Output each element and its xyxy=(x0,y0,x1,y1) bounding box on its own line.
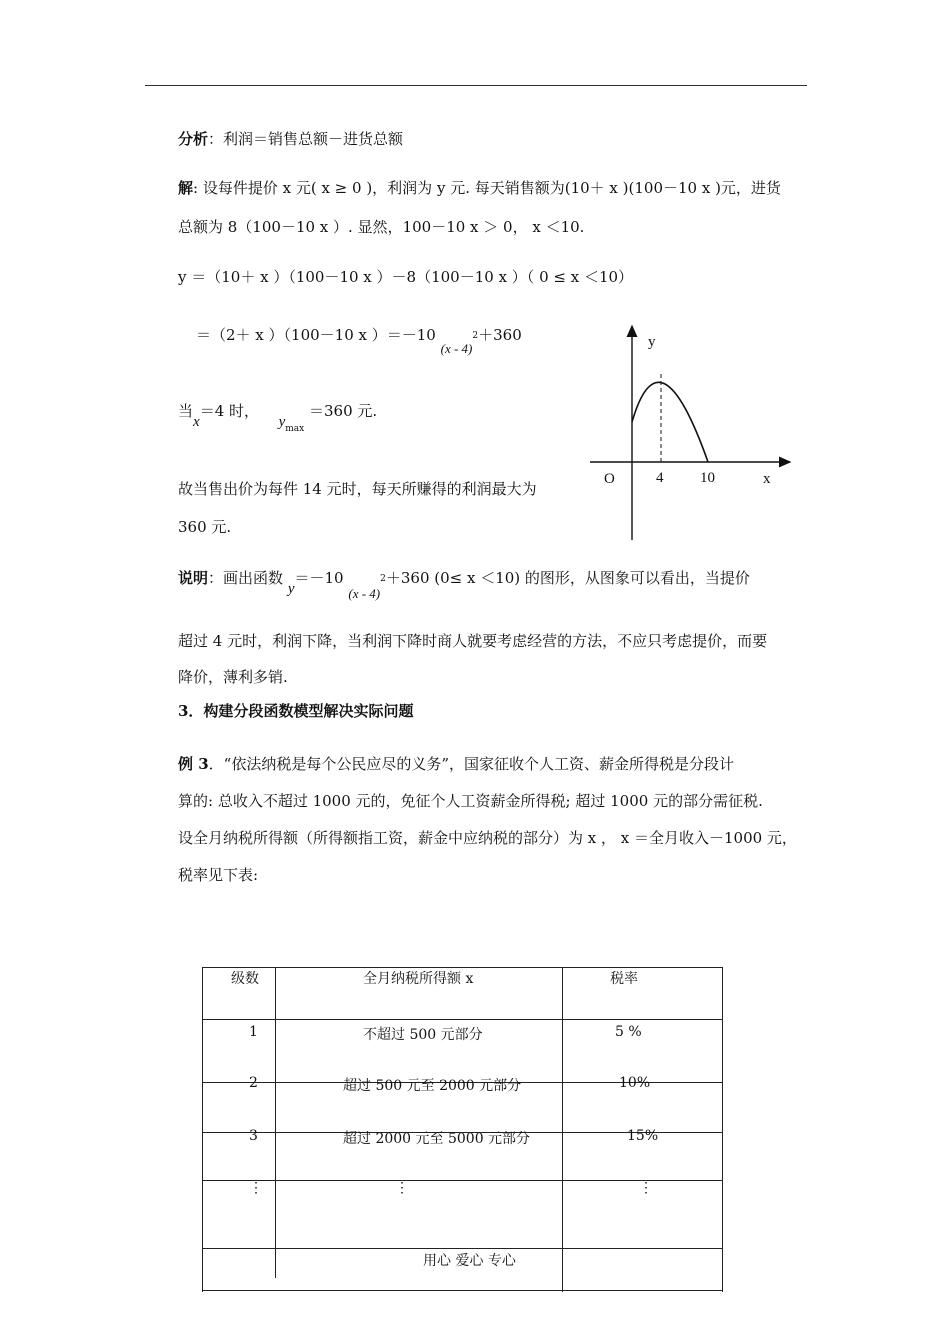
section-3-heading: 3．构建分段函数模型解决实际问题 xyxy=(178,702,414,720)
table-row-2-rate: 10% xyxy=(619,1075,651,1091)
note-y: y xyxy=(287,581,295,597)
table-header-income: 全月纳税所得额 x xyxy=(363,971,474,987)
graph-x-label: x xyxy=(763,471,771,487)
table-row-1-level: 1 xyxy=(249,1024,258,1040)
note-paren: (x - 4) xyxy=(348,586,381,601)
example-3-text-1: ．“依法纳税是每个公民应尽的义务”，国家征收个人工资、薪金所得税是分段计 xyxy=(208,755,735,773)
equation-2-exponent: 2 xyxy=(472,331,479,341)
equation-1: y ＝（10＋ x ）（100－10 x ）－8（100－10 x ）（ 0 ≤ x ＜10） xyxy=(178,268,634,286)
max-condition xyxy=(178,400,378,434)
solution-line-2: 总额为 8（100－10 x ）. 显然，100－10 x ＞ 0， x ＜10. xyxy=(178,218,585,236)
solution-line-1 xyxy=(178,177,781,198)
example-3-line-1 xyxy=(178,753,734,774)
graph-tick-4: 4 xyxy=(656,470,664,486)
page-footer: 用心 爱心 专心 xyxy=(423,1253,516,1269)
solution-label: 解 xyxy=(178,179,194,197)
graph-tick-10: 10 xyxy=(700,470,715,486)
equation-2-right: ＋360 xyxy=(478,326,522,344)
example-3-line-4: 税率见下表: xyxy=(178,866,259,884)
table-row-3-income: 超过 2000 元至 5000 元部分 xyxy=(343,1131,531,1147)
profit-curve xyxy=(632,382,708,462)
table-row-4-level: ⋮ xyxy=(249,1180,263,1196)
note-line-2: 超过 4 元时，利润下降，当利润下降时商人就要考虑经营的方法，不应只考虑提价，而要 xyxy=(178,632,768,650)
solution-text-1: : 设每件提价 x 元( x ≥ 0 )，利润为 y 元. 每天销售额为(10＋ x )(100－10 x )元，进货 xyxy=(193,179,781,197)
equation-2 xyxy=(196,324,522,356)
header-rule xyxy=(145,85,807,86)
ymax-y: y xyxy=(278,414,286,430)
analysis-label: 分析 xyxy=(178,130,209,148)
when-text: 当 xyxy=(178,402,194,420)
when-x: x xyxy=(193,414,200,430)
example-3-label: 例 3 xyxy=(178,755,209,773)
tax-rate-table xyxy=(202,967,723,1292)
equation-2-left: ＝（2＋ x ）（100－10 x ）＝－10 xyxy=(196,326,436,344)
example-3-line-2: 算的: 总收入不超过 1000 元的，免征个人工资薪金所得税; 超过 1000 元的部分需征税. xyxy=(178,792,763,810)
note-exponent: 2 xyxy=(380,574,386,584)
note-line-1 xyxy=(178,567,750,601)
equation-2-paren: (x - 4) xyxy=(440,341,473,356)
table-row-4-rate: ⋮ xyxy=(639,1180,653,1196)
note-label: 说明 xyxy=(178,569,209,587)
note-eq: ＝－10 xyxy=(294,569,344,587)
graph-origin: O xyxy=(604,471,615,487)
table-row-2-income: 超过 500 元至 2000 元部分 xyxy=(343,1078,522,1094)
example-3-line-3: 设全月纳税所得额（所得额指工资，薪金中应纳税的部分）为 x ， x ＝全月收入－1000 元， xyxy=(178,829,797,847)
table-row-4-income: ⋮ xyxy=(395,1180,409,1196)
ymax-value: ＝360 元. xyxy=(309,402,378,420)
table-row-3-rate: 15% xyxy=(627,1128,659,1144)
table-row-2-level: 2 xyxy=(249,1075,258,1091)
note-rest: ＋360 (0≤ x ＜10) 的图形，从图象可以看出，当提价 xyxy=(385,569,750,587)
table-row-1-income: 不超过 500 元部分 xyxy=(363,1027,483,1043)
table-header-rate: 税率 xyxy=(610,971,638,987)
conclusion-line-1: 故当售出价为每件 14 元时，每天所赚得的利润最大为 xyxy=(178,480,537,498)
analysis-text: ：利润＝销售总额－进货总额 xyxy=(208,130,404,148)
note-text-a: ：画出函数 xyxy=(208,569,284,587)
table-row-3-level: 3 xyxy=(249,1128,258,1144)
conclusion-line-2: 360 元. xyxy=(178,518,232,536)
parabola-graph xyxy=(590,322,800,542)
table-row-1-rate: 5 % xyxy=(615,1024,642,1040)
table-header-level: 级数 xyxy=(231,971,259,987)
analysis-paragraph xyxy=(178,128,403,149)
note-line-3: 降价，薄利多销. xyxy=(178,668,288,686)
when-text-2: ＝4 时， xyxy=(199,402,259,420)
ymax-sub: max xyxy=(285,424,305,434)
graph-y-label: y xyxy=(648,334,656,350)
